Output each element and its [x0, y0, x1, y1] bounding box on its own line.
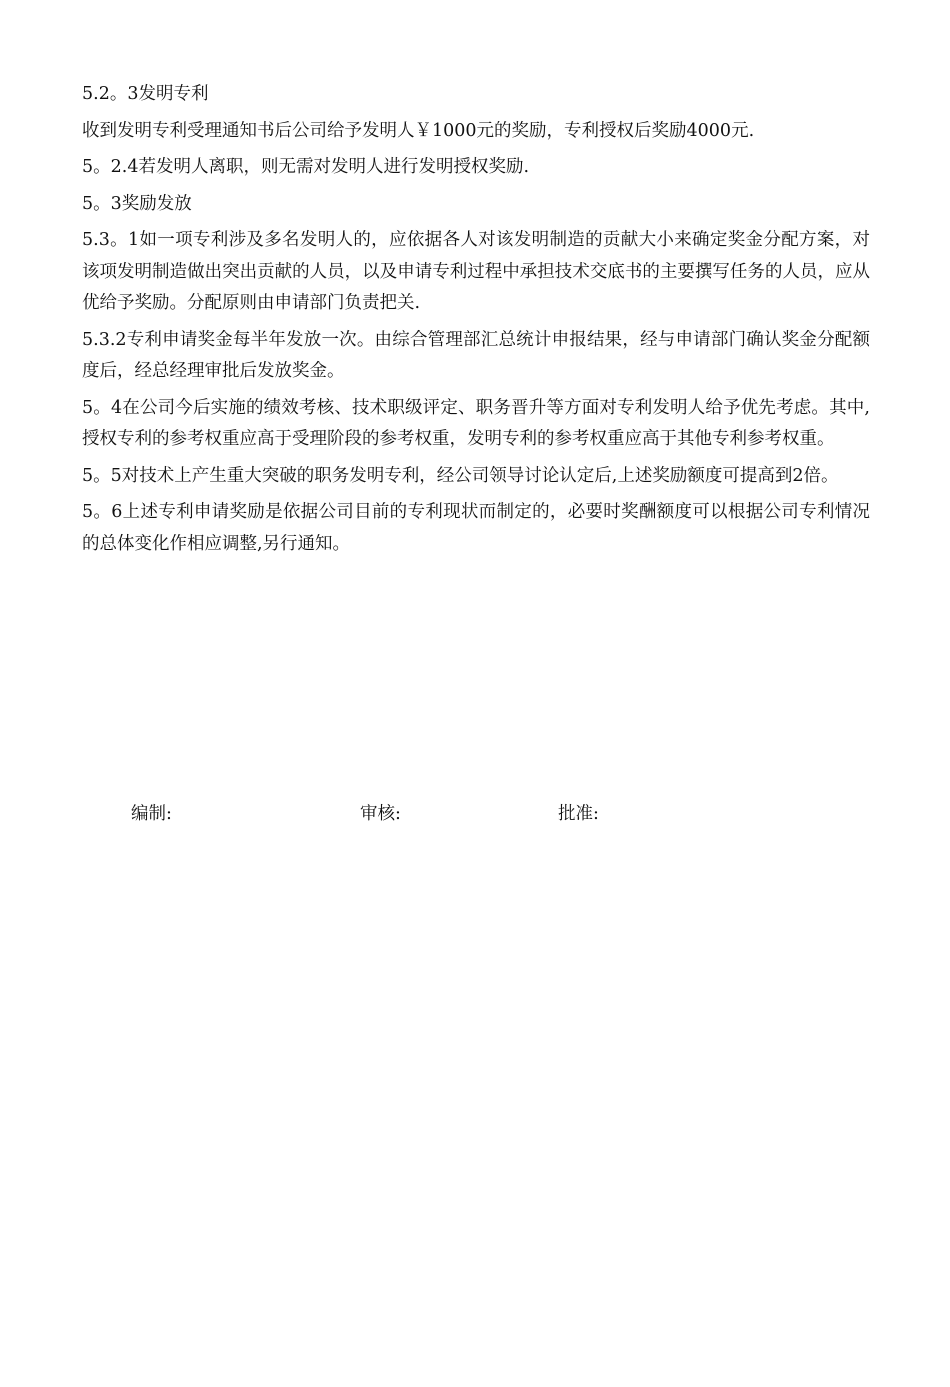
- section-heading-5-3: 5。3奖励发放: [82, 193, 192, 214]
- paragraph-5-4: 5。4在公司今后实施的绩效考核、技术职级评定、职务晋升等方面对专利发明人给予优先考虑。其中,授权专利的参考权重应高于受理阶段的参考权重，发明专利的参考权重应高于其他专利参考权重。: [82, 397, 870, 449]
- paragraph-5-2-4: 5。2.4若发明人离职，则无需对发明人进行发明授权奖励.: [82, 157, 530, 177]
- paragraph-5-3-2: 5.3.2专利申请奖金每半年发放一次。由综合管理部汇总统计申报结果，经与申请部门确认奖金分配额度后，经总经理审批后发放奖金。: [82, 329, 870, 381]
- paragraph-5-6: 5。6上述专利申请奖励是依据公司目前的专利现状而制定的，必要时奖酬额度可以根据公司专利情况的总体变化作相应调整,另行通知。: [82, 502, 870, 554]
- reviewed-by-label: 审核:: [360, 804, 401, 824]
- paragraph-invention-reward: 收到发明专利受理通知书后公司给予发明人￥1000元的奖励，专利授权后奖励4000元.: [82, 120, 755, 141]
- document-body: [82, 79, 870, 565]
- paragraph-5-3-1: 5.3。1如一项专利涉及多名发明人的，应依据各人对该发明制造的贡献大小来确定奖金分配方案，对该项发明制造做出突出贡献的人员，以及申请专利过程中承担技术交底书的主要撰写任务的人员，应从优给予奖励。分配原则由申请部门负责把关.: [82, 230, 870, 313]
- signature-row: [131, 799, 831, 829]
- prepared-by-label: 编制:: [131, 804, 172, 824]
- approved-by-label: 批准:: [558, 804, 599, 824]
- section-heading-5-2-3: 5.2。3发明专利: [82, 84, 209, 104]
- paragraph-5-5: 5。5对技术上产生重大突破的职务发明专利，经公司领导讨论认定后,上述奖励额度可提高到2倍。: [82, 465, 839, 486]
